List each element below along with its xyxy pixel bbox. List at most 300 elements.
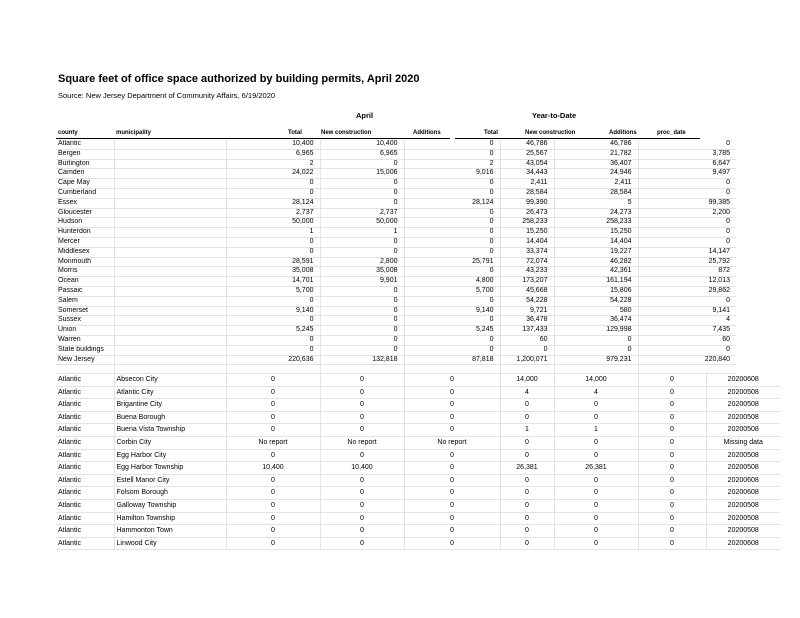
ytd-additions-cell: 0 — [638, 499, 706, 512]
april-additions-cell: 9,140 — [404, 306, 500, 316]
ytd-additions-cell: 12,013 — [638, 277, 736, 287]
municipality-cell — [114, 306, 226, 316]
april-total-cell: 6,965 — [226, 149, 320, 159]
ytd-total-cell: 46,786 — [500, 140, 554, 149]
empty-cell — [320, 365, 404, 374]
april-new-construction-cell: 0 — [320, 316, 404, 326]
spacer-row — [56, 365, 736, 374]
municipality-row — [56, 499, 780, 512]
april-total-cell: 1 — [226, 228, 320, 238]
ytd-additions-cell: 0 — [638, 462, 706, 475]
proc-date-cell: 20200508 — [706, 424, 780, 437]
ytd-total-cell: 15,250 — [500, 228, 554, 238]
april-total-cell: 0 — [226, 399, 320, 412]
april-new-construction-cell: 0 — [320, 335, 404, 345]
report-source: Source: New Jersey Department of Community Affairs, 6/19/2020 — [58, 91, 276, 100]
april-total-cell: 0 — [226, 335, 320, 345]
april-new-construction-cell: 0 — [320, 374, 404, 386]
county-cell: Union — [56, 326, 114, 336]
proc-date-cell: 20200508 — [706, 499, 780, 512]
proc-date-cell: 20200508 — [706, 449, 780, 462]
april-new-construction-cell: 0 — [320, 474, 404, 487]
empty-cell — [638, 365, 736, 374]
ytd-total-cell: 34,443 — [500, 169, 554, 179]
municipality-cell: Galloway Township — [114, 499, 226, 512]
county-row — [56, 277, 736, 287]
county-cell: Gloucester — [56, 208, 114, 218]
ytd-total-cell: 72,074 — [500, 257, 554, 267]
april-additions-cell: 5,700 — [404, 286, 500, 296]
municipality-cell: Atlantic City — [114, 386, 226, 399]
ytd-new-construction-cell: 24,946 — [554, 169, 638, 179]
ytd-new-construction-cell: 0 — [554, 487, 638, 500]
municipality-cell: Absecon City — [114, 374, 226, 386]
ytd-additions-cell: 0 — [638, 140, 736, 149]
april-total-cell: 0 — [226, 296, 320, 306]
ytd-new-construction-cell: 5 — [554, 198, 638, 208]
ytd-new-construction-cell: 26,381 — [554, 462, 638, 475]
ytd-additions-cell: 0 — [638, 424, 706, 437]
ytd-new-construction-cell: 0 — [554, 525, 638, 538]
ytd-new-construction-cell: 2,411 — [554, 179, 638, 189]
ytd-new-construction-cell: 15,806 — [554, 286, 638, 296]
county-cell: Atlantic — [56, 474, 114, 487]
ytd-total-cell: 0 — [500, 537, 554, 550]
ytd-new-construction-cell: 36,407 — [554, 159, 638, 169]
ytd-total-cell: 45,668 — [500, 286, 554, 296]
april-new-construction-cell: 0 — [320, 424, 404, 437]
april-total-cell: 35,008 — [226, 267, 320, 277]
county-row — [56, 228, 736, 238]
ytd-total-cell: 54,228 — [500, 296, 554, 306]
april-new-construction-cell: 0 — [320, 499, 404, 512]
municipality-cell — [114, 286, 226, 296]
county-cell: Cumberland — [56, 188, 114, 198]
municipality-cell: Buena Vista Township — [114, 424, 226, 437]
april-additions-cell: No report — [404, 436, 500, 449]
april-new-construction-cell: 6,965 — [320, 149, 404, 159]
april-additions-cell: 0 — [404, 228, 500, 238]
county-row — [56, 188, 736, 198]
ytd-new-construction-cell: 161,194 — [554, 277, 638, 287]
ytd-total-cell: 1,200,071 — [500, 355, 554, 365]
county-row — [56, 198, 736, 208]
empty-cell — [226, 365, 320, 374]
april-new-construction-cell: 0 — [320, 345, 404, 355]
april-total-cell: 0 — [226, 374, 320, 386]
municipality-cell — [114, 140, 226, 149]
april-new-construction-cell: 0 — [320, 449, 404, 462]
county-row — [56, 306, 736, 316]
ytd-additions-cell: 0 — [638, 537, 706, 550]
proc-date-cell: 20200608 — [706, 487, 780, 500]
ytd-additions-cell: 0 — [638, 399, 706, 412]
ytd-additions-cell: 0 — [638, 487, 706, 500]
ytd-total-cell: 99,390 — [500, 198, 554, 208]
municipality-row — [56, 487, 780, 500]
ytd-additions-cell: 2,200 — [638, 208, 736, 218]
ytd-new-construction-cell: 15,250 — [554, 228, 638, 238]
april-total-cell: 9,140 — [226, 306, 320, 316]
ytd-new-construction-cell: 0 — [554, 436, 638, 449]
ytd-additions-cell: 220,840 — [638, 355, 736, 365]
county-cell: Atlantic — [56, 140, 114, 149]
municipality-row — [56, 411, 780, 424]
municipality-row — [56, 386, 780, 399]
april-total-cell: 0 — [226, 188, 320, 198]
april-additions-cell: 0 — [404, 386, 500, 399]
ytd-total-cell: 43,054 — [500, 159, 554, 169]
ytd-total-cell: 0 — [500, 474, 554, 487]
april-additions-cell: 0 — [404, 149, 500, 159]
municipality-row — [56, 474, 780, 487]
county-cell: Morris — [56, 267, 114, 277]
county-cell: Somerset — [56, 306, 114, 316]
ytd-additions-cell: 0 — [638, 474, 706, 487]
ytd-additions-cell: 9,497 — [638, 169, 736, 179]
column-header-ytd-total: Total — [484, 130, 498, 136]
april-new-construction-cell: 9,901 — [320, 277, 404, 287]
april-additions-cell: 25,791 — [404, 257, 500, 267]
proc-date-cell: 20200608 — [706, 537, 780, 550]
column-header-municipality: municipality — [116, 130, 152, 136]
municipality-cell — [114, 267, 226, 277]
april-total-cell: 5,245 — [226, 326, 320, 336]
ytd-new-construction-cell: 1 — [554, 424, 638, 437]
ytd-new-construction-cell: 0 — [554, 399, 638, 412]
ytd-additions-cell: 0 — [638, 218, 736, 228]
april-new-construction-cell: 0 — [320, 386, 404, 399]
municipality-cell — [114, 326, 226, 336]
april-additions-cell: 0 — [404, 316, 500, 326]
april-additions-cell: 0 — [404, 449, 500, 462]
april-total-cell: 0 — [226, 474, 320, 487]
april-total-cell: 0 — [226, 179, 320, 189]
municipality-cell — [114, 257, 226, 267]
ytd-new-construction-cell: 129,998 — [554, 326, 638, 336]
ytd-additions-cell: 6,647 — [638, 159, 736, 169]
april-new-construction-cell: 0 — [320, 326, 404, 336]
april-new-construction-cell: 35,008 — [320, 267, 404, 277]
april-additions-cell: 0 — [404, 218, 500, 228]
report-title: Square feet of office space authorized by building permits, April 2020 — [58, 73, 420, 85]
municipality-cell: Brigantine City — [114, 399, 226, 412]
column-header-april-total: Total — [288, 130, 302, 136]
ytd-total-cell: 0 — [500, 436, 554, 449]
municipality-cell — [114, 228, 226, 238]
ytd-total-cell: 25,567 — [500, 149, 554, 159]
group-header-ytd: Year-to-Date — [532, 111, 577, 120]
april-additions-cell: 0 — [404, 399, 500, 412]
april-total-cell: 2,737 — [226, 208, 320, 218]
empty-cell — [554, 365, 638, 374]
april-new-construction-cell: 0 — [320, 525, 404, 538]
municipality-table — [56, 374, 780, 550]
county-cell: Atlantic — [56, 399, 114, 412]
proc-date-cell: 20200508 — [706, 525, 780, 538]
ytd-total-cell: 258,233 — [500, 218, 554, 228]
april-total-cell: 0 — [226, 487, 320, 500]
ytd-additions-cell: 0 — [638, 411, 706, 424]
april-total-cell: No report — [226, 436, 320, 449]
april-additions-cell: 0 — [404, 411, 500, 424]
ytd-additions-cell: 0 — [638, 449, 706, 462]
ytd-total-cell: 2,411 — [500, 179, 554, 189]
april-total-cell: 28,591 — [226, 257, 320, 267]
municipality-cell: Linwood City — [114, 537, 226, 550]
ytd-additions-cell: 0 — [638, 237, 736, 247]
ytd-total-cell: 9,721 — [500, 306, 554, 316]
ytd-additions-cell: 3,785 — [638, 149, 736, 159]
county-cell: Essex — [56, 198, 114, 208]
county-cell: Hudson — [56, 218, 114, 228]
ytd-additions-cell: 60 — [638, 335, 736, 345]
ytd-additions-cell: 25,792 — [638, 257, 736, 267]
april-additions-cell: 87,818 — [404, 355, 500, 365]
ytd-additions-cell: 0 — [638, 228, 736, 238]
april-additions-cell: 0 — [404, 140, 500, 149]
municipality-cell — [114, 169, 226, 179]
ytd-new-construction-cell: 36,474 — [554, 316, 638, 326]
county-row — [56, 149, 736, 159]
april-additions-cell: 0 — [404, 525, 500, 538]
ytd-additions-cell: 7,435 — [638, 326, 736, 336]
proc-date-cell: 20200508 — [706, 462, 780, 475]
april-additions-cell: 0 — [404, 237, 500, 247]
municipality-cell — [114, 237, 226, 247]
municipality-row — [56, 462, 780, 475]
ytd-total-cell: 33,374 — [500, 247, 554, 257]
ytd-additions-cell: 0 — [638, 345, 736, 355]
ytd-total-cell: 26,381 — [500, 462, 554, 475]
column-header-april-new-construction: New construction — [321, 130, 372, 136]
april-total-cell: 24,022 — [226, 169, 320, 179]
municipality-cell — [114, 208, 226, 218]
column-header-ytd-additions: Additions — [609, 130, 637, 136]
municipality-cell: Corbin City — [114, 436, 226, 449]
april-additions-cell: 9,016 — [404, 169, 500, 179]
county-row — [56, 326, 736, 336]
county-row — [56, 257, 736, 267]
column-header-proc-date: proc_date — [657, 130, 686, 136]
april-total-cell: 0 — [226, 499, 320, 512]
column-header-county: county — [58, 130, 78, 136]
county-row — [56, 179, 736, 189]
ytd-additions-cell: 14,147 — [638, 247, 736, 257]
ytd-additions-cell: 99,385 — [638, 198, 736, 208]
proc-date-cell: 20200508 — [706, 411, 780, 424]
april-additions-cell: 5,245 — [404, 326, 500, 336]
april-additions-cell: 0 — [404, 487, 500, 500]
april-additions-cell: 0 — [404, 335, 500, 345]
april-new-construction-cell: 0 — [320, 237, 404, 247]
county-row — [56, 267, 736, 277]
april-new-construction-cell: 0 — [320, 399, 404, 412]
proc-date-cell: Missing data — [706, 436, 780, 449]
county-cell: Atlantic — [56, 525, 114, 538]
ytd-new-construction-cell: 4 — [554, 386, 638, 399]
april-new-construction-cell: No report — [320, 436, 404, 449]
april-additions-cell: 0 — [404, 512, 500, 525]
ytd-total-cell: 43,233 — [500, 267, 554, 277]
municipality-row — [56, 525, 780, 538]
ytd-total-cell: 0 — [500, 487, 554, 500]
ytd-total-cell: 36,478 — [500, 316, 554, 326]
county-cell: Salem — [56, 296, 114, 306]
ytd-additions-cell: 0 — [638, 525, 706, 538]
april-new-construction-cell: 10,400 — [320, 140, 404, 149]
county-cell: Passaic — [56, 286, 114, 296]
april-new-construction-cell: 0 — [320, 198, 404, 208]
header-rule-left — [56, 138, 450, 139]
municipality-cell: Egg Harbor Township — [114, 462, 226, 475]
april-new-construction-cell: 0 — [320, 411, 404, 424]
ytd-total-cell: 26,473 — [500, 208, 554, 218]
april-new-construction-cell: 132,818 — [320, 355, 404, 365]
municipality-cell — [114, 277, 226, 287]
ytd-new-construction-cell: 258,233 — [554, 218, 638, 228]
municipality-cell — [114, 198, 226, 208]
april-additions-cell: 0 — [404, 374, 500, 386]
ytd-new-construction-cell: 54,228 — [554, 296, 638, 306]
ytd-new-construction-cell: 0 — [554, 537, 638, 550]
april-new-construction-cell: 2,737 — [320, 208, 404, 218]
group-header-april: April — [356, 111, 374, 120]
ytd-additions-cell: 0 — [638, 512, 706, 525]
county-row — [56, 218, 736, 228]
ytd-additions-cell: 9,141 — [638, 306, 736, 316]
april-additions-cell: 0 — [404, 462, 500, 475]
county-cell: Cape May — [56, 179, 114, 189]
ytd-additions-cell: 0 — [638, 179, 736, 189]
april-additions-cell: 0 — [404, 424, 500, 437]
municipality-cell — [114, 345, 226, 355]
municipality-cell: Hammonton Town — [114, 525, 226, 538]
empty-cell — [500, 365, 554, 374]
april-total-cell: 0 — [226, 316, 320, 326]
april-additions-cell: 0 — [404, 208, 500, 218]
april-new-construction-cell: 1 — [320, 228, 404, 238]
county-cell: Atlantic — [56, 462, 114, 475]
april-new-construction-cell: 0 — [320, 188, 404, 198]
april-new-construction-cell: 0 — [320, 247, 404, 257]
county-cell: Atlantic — [56, 436, 114, 449]
municipality-row — [56, 537, 780, 550]
ytd-new-construction-cell: 28,584 — [554, 188, 638, 198]
municipality-cell — [114, 159, 226, 169]
proc-date-cell: 20200508 — [706, 399, 780, 412]
ytd-additions-cell: 0 — [638, 188, 736, 198]
april-additions-cell: 0 — [404, 179, 500, 189]
municipality-cell: Folsom Borough — [114, 487, 226, 500]
ytd-total-cell: 0 — [500, 449, 554, 462]
municipality-cell — [114, 296, 226, 306]
county-cell: Bergen — [56, 149, 114, 159]
april-total-cell: 0 — [226, 525, 320, 538]
ytd-total-cell: 1 — [500, 424, 554, 437]
county-cell: Sussex — [56, 316, 114, 326]
municipality-row — [56, 424, 780, 437]
ytd-additions-cell: 0 — [638, 436, 706, 449]
municipality-row — [56, 512, 780, 525]
municipality-cell — [114, 335, 226, 345]
april-total-cell: 28,124 — [226, 198, 320, 208]
municipality-cell — [114, 316, 226, 326]
county-cell: Atlantic — [56, 411, 114, 424]
municipality-cell: Buena Borough — [114, 411, 226, 424]
county-cell: Middlesex — [56, 247, 114, 257]
ytd-total-cell: 0 — [500, 499, 554, 512]
ytd-new-construction-cell: 0 — [554, 345, 638, 355]
april-new-construction-cell: 50,000 — [320, 218, 404, 228]
april-additions-cell: 0 — [404, 499, 500, 512]
ytd-total-cell: 60 — [500, 335, 554, 345]
april-total-cell: 0 — [226, 449, 320, 462]
ytd-new-construction-cell: 0 — [554, 512, 638, 525]
county-row — [56, 169, 736, 179]
ytd-total-cell: 4 — [500, 386, 554, 399]
county-row — [56, 286, 736, 296]
proc-date-cell: 20200508 — [706, 386, 780, 399]
ytd-new-construction-cell: 21,782 — [554, 149, 638, 159]
county-cell: Monmouth — [56, 257, 114, 267]
ytd-total-cell: 0 — [500, 411, 554, 424]
ytd-new-construction-cell: 14,000 — [554, 374, 638, 386]
april-total-cell: 0 — [226, 537, 320, 550]
empty-cell — [56, 365, 114, 374]
april-total-cell: 0 — [226, 512, 320, 525]
municipality-row — [56, 374, 780, 386]
county-cell: Atlantic — [56, 449, 114, 462]
county-row — [56, 140, 736, 149]
ytd-new-construction-cell: 0 — [554, 449, 638, 462]
april-total-cell: 0 — [226, 247, 320, 257]
header-rule-right — [455, 138, 700, 139]
municipality-cell — [114, 179, 226, 189]
april-total-cell: 0 — [226, 411, 320, 424]
municipality-cell — [114, 188, 226, 198]
proc-date-cell: 20200608 — [706, 374, 780, 386]
april-new-construction-cell: 0 — [320, 286, 404, 296]
municipality-cell: Hamilton Township — [114, 512, 226, 525]
county-row — [56, 159, 736, 169]
april-additions-cell: 4,800 — [404, 277, 500, 287]
municipality-cell — [114, 355, 226, 365]
county-cell: Atlantic — [56, 386, 114, 399]
county-cell: Ocean — [56, 277, 114, 287]
april-new-construction-cell: 2,800 — [320, 257, 404, 267]
april-new-construction-cell: 0 — [320, 512, 404, 525]
ytd-new-construction-cell: 24,273 — [554, 208, 638, 218]
municipality-cell: Estell Manor City — [114, 474, 226, 487]
municipality-cell: Egg Harbor City — [114, 449, 226, 462]
april-total-cell: 10,400 — [226, 462, 320, 475]
county-cell: State buildings — [56, 345, 114, 355]
municipality-row — [56, 449, 780, 462]
ytd-new-construction-cell: 0 — [554, 335, 638, 345]
april-additions-cell: 0 — [404, 188, 500, 198]
april-additions-cell: 0 — [404, 537, 500, 550]
ytd-total-cell: 137,433 — [500, 326, 554, 336]
ytd-new-construction-cell: 0 — [554, 474, 638, 487]
april-additions-cell: 28,124 — [404, 198, 500, 208]
ytd-new-construction-cell: 979,231 — [554, 355, 638, 365]
april-additions-cell: 0 — [404, 345, 500, 355]
county-row — [56, 247, 736, 257]
ytd-new-construction-cell: 0 — [554, 499, 638, 512]
municipality-cell — [114, 218, 226, 228]
april-new-construction-cell: 0 — [320, 159, 404, 169]
